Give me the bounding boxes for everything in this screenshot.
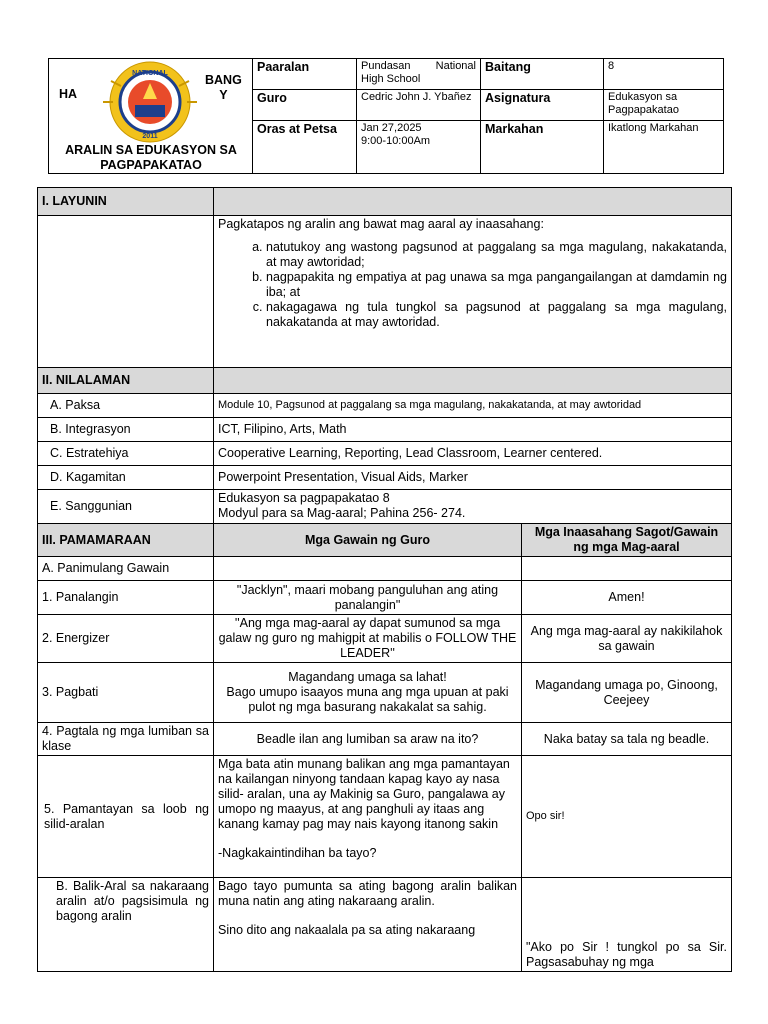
asignatura-label: Asignatura [481,90,604,121]
pagbati-sagot: Magandang umaga po, Ginoong, Ceejeey [522,663,732,723]
table-row [214,557,522,581]
pamamaraan-heading: III. PAMAMARAAN [38,524,214,557]
markahan-label: Markahan [481,121,604,174]
paaralan-value: Pundasan National High School [357,59,481,90]
layunin-heading-fill [214,188,732,216]
lesson-title: ARALIN SA EDUKASYON SA PAGPAPAKATAO [65,143,237,172]
kagamitan-label: D. Kagamitan [38,466,214,490]
table-row [522,557,732,581]
seal-text-year: 2011 [142,133,158,140]
nilalaman-heading-fill [214,368,732,394]
col-mag-aaral-heading: Mga Inaasahang Sagot/Gawain ng mga Mag-aaral [522,524,732,557]
pagbati-guro: Magandang umaga sa lahat! Bago umupo isaayos muna ang mga upuan at paki pulot ng mga basurang nakakalat sa sahig. [214,663,522,723]
pagtala-guro: Beadle ilan ang lumiban sa araw na ito? [214,723,522,756]
paaralan-label: Paaralan [253,59,357,90]
panalangin-sagot: Amen! [522,581,732,615]
pamantayan-guro: Mga bata atin munang balikan ang mga pamantayan na kailangan ninyong tandaan kapag kayo ay nasa silid- aralan, una ay Makinig sa Guro, pangalawa ay umopo ng maayus, at ang panghuli ay itaas ang kanang kamay pag may nais kayong itanong sakin -Nagkakaintindihan ba tayo? [214,756,522,878]
panalangin-guro: "Jacklyn", maari mobang panguluhan ang ating panalangin" [214,581,522,615]
integrasyon-value: ICT, Filipino, Arts, Math [214,418,732,442]
pamantayan-label: 5. Pamantayan sa loob ng silid-aralan [38,756,214,878]
layunin-blank [38,216,214,368]
energizer-sagot: Ang mga mag-aaral ay nakikilahok sa gawain [522,615,732,663]
baitang-label: Baitang [481,59,604,90]
pamantayan-sagot: Opo sir! [522,756,732,878]
logo-cell [49,59,253,174]
col-guro-heading: Mga Gawain ng Guro [214,524,522,557]
sanggunian-value: Edukasyon sa pagpapakatao 8 Modyul para sa Mag-aaral; Pahina 256- 274. [214,490,732,524]
estratehiya-label: C. Estratehiya [38,442,214,466]
school-seal-icon [91,61,209,143]
layunin-content [214,216,732,368]
panimulang-label: A. Panimulang Gawain [38,557,214,581]
sanggunian-label: E. Sanggunian [38,490,214,524]
pagtala-sagot: Naka batay sa tala ng beadle. [522,723,732,756]
pagtala-label: 4. Pagtala ng mga lumiban sa klase [38,723,214,756]
guro-value: Cedric John J. Ybañez [357,90,481,121]
lesson-plan-table [37,187,732,972]
paksa-label: A. Paksa [38,394,214,418]
energizer-guro: ''Ang mga mag-aaral ay dapat sumunod sa mga galaw ng guro ng mahigpit at mabilis o FOLLOW THE LEADER'' [214,615,522,663]
asignatura-value: Edukasyon sa Pagpapakatao [604,90,724,121]
layunin-list [218,240,727,330]
nilalaman-heading: II. NILALAMAN [38,368,214,394]
oras-value: Jan 27,2025 9:00-10:00Am [357,121,481,174]
guro-label: Guro [253,90,357,121]
list-item: a. natutukoy ang wastong pagsunod at paggalang sa mga magulang, nakakatanda, at may awtoridad; [266,240,727,270]
baitang-value: 8 [604,59,724,90]
layunin-heading: I. LAYUNIN [38,188,214,216]
energizer-label: 2. Energizer [38,615,214,663]
list-item: b. nagpapakita ng empatiya at pag unawa sa mga pangangailangan at damdamin ng iba; at [266,270,727,300]
balik-aral-label: B. Balik-Aral sa nakaraang aralin at/o pagsisimula ng bagong aralin [38,878,214,972]
layunin-intro: Pagkatapos ng aralin ang bawat mag aaral ay inaasahang: [218,217,544,231]
integrasyon-label: B. Integrasyon [38,418,214,442]
seal-text-national: NATIONAL [132,70,168,77]
balik-aral-sagot: "Ako po Sir ! tungkol po sa Sir. Pagsasabuhay ng mga [522,878,732,972]
pagbati-label: 3. Pagbati [38,663,214,723]
header-ha: HA [59,87,78,101]
list-item: c. nakagagawa ng tula tungkol sa pagsunod at paggalang sa mga magulang, nakakatanda at may awtoridad. [266,300,727,330]
estratehiya-value: Cooperative Learning, Reporting, Lead Classroom, Learner centered. [214,442,732,466]
balik-aral-guro: Bago tayo pumunta sa ating bagong aralin balikan muna natin ang ating nakaraang aralin. Sino dito ang nakaalala pa sa ating nakaraang [214,878,522,972]
paksa-value: Module 10, Pagsunod at paggalang sa mga magulang, nakakatanda, at may awtoridad [214,394,732,418]
oras-label: Oras at Petsa [253,121,357,174]
header-table [48,58,724,174]
kagamitan-value: Powerpoint Presentation, Visual Aids, Marker [214,466,732,490]
markahan-value: Ikatlong Markahan [604,121,724,174]
header-bang: BANG Y [205,73,242,102]
panalangin-label: 1. Panalangin [38,581,214,615]
